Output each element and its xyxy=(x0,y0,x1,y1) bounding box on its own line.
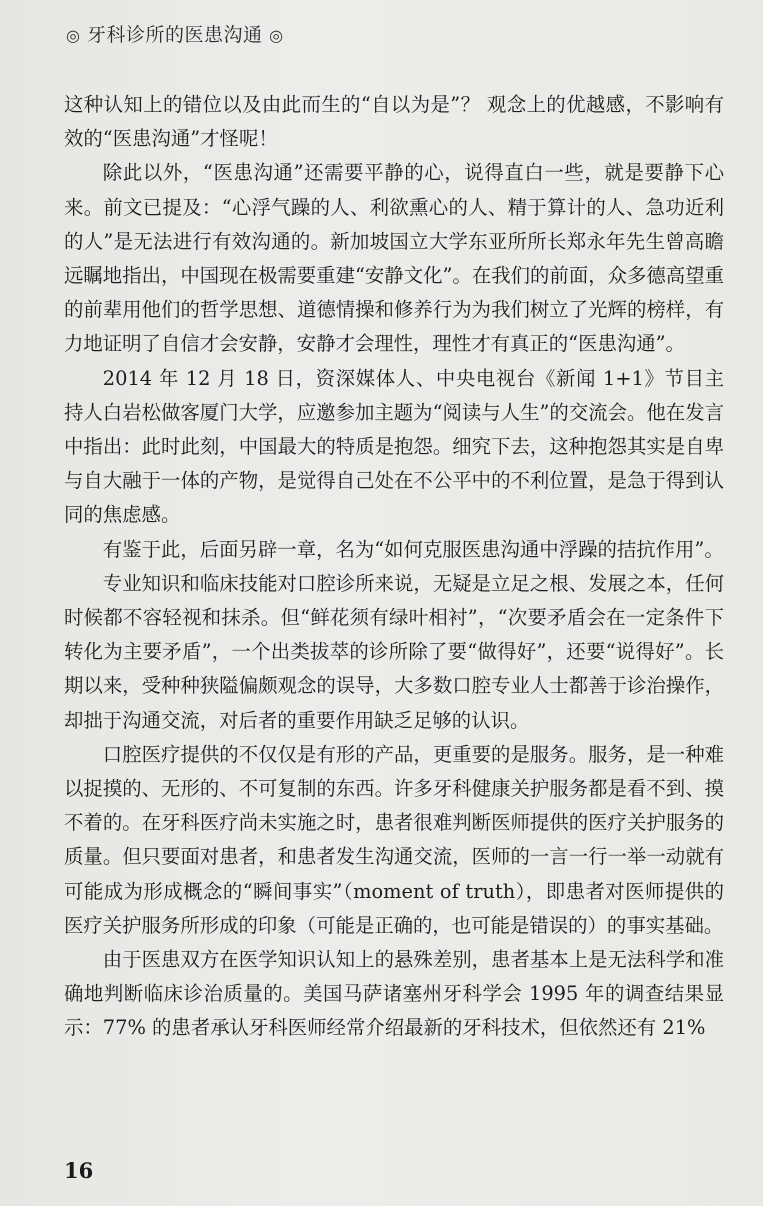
book-title: 牙科诊所的医患沟通 xyxy=(87,24,263,46)
paragraph: 由于医患双方在医学知识认知上的悬殊差别，患者基本上是无法科学和准确地判断临床诊治质量的。美国马萨诸塞州牙科学会 1995 年的调查结果显示：77% 的患者承认牙科医师经常介绍最新的牙科技术，但依然还有 21% xyxy=(64,948,724,1040)
ornament-icon-right: ◎ xyxy=(269,26,284,45)
paragraph: 这种认知上的错位以及由此而生的“自以为是”？ 观念上的优越感，不影响有效的“医患沟通”才怪呢！ xyxy=(64,93,724,151)
paragraph: 2014 年 12 月 18 日，资深媒体人、中央电视台《新闻 1+1》节目主持人白岩松做客厦门大学，应邀参加主题为“阅读与人生”的交流会。他在发言中指出：此时此刻，中国最大的特质是抱怨。细究下去，这种抱怨其实是自卑与自大融于一体的产物，是觉得自己处在不公平中的不利位置，是急于得到认同的焦虑感。 xyxy=(64,366,724,527)
paragraph: 有鉴于此，后面另辟一章，名为“如何克服医患沟通中浮躁的拮抗作用”。 xyxy=(102,537,724,561)
paragraph: 除此以外，“医患沟通”还需要平静的心，说得直白一些，就是要静下心来。前文已提及：“心浮气躁的人、利欲熏心的人、精于算计的人、急功近利的人”是无法进行有效沟通的。新加坡国立大学东亚所所长郑永年先生曾高瞻远瞩地指出，中国现在极需要重建“安静文化”。在我们的前面，众多德高望重的前辈用他们的哲学思想、道德情操和修养行为为我们树立了光辉的榜样，有力地证明了自信才会安静，安静才会理性，理性才有真正的“医患沟通”。 xyxy=(64,161,724,356)
running-header xyxy=(66,20,284,47)
page-number: 16 xyxy=(64,1158,94,1183)
body-text xyxy=(64,88,724,1046)
ornament-icon-left: ◎ xyxy=(66,26,81,45)
paragraph: 口腔医疗提供的不仅仅是有形的产品，更重要的是服务。服务，是一种难以捉摸的、无形的、不可复制的东西。许多牙科健康关护服务都是看不到、摸不着的。在牙科医疗尚未实施之时，患者很难判断医师提供的医疗关护服务的质量。但只要面对患者，和患者发生沟通交流，医师的一言一行一举一动就有可能成为形成概念的“瞬间事实”（moment of truth），即患者对医师提供的医疗关护服务所形成的印象（可能是正确的，也可能是错误的）的事实基础。 xyxy=(64,742,724,937)
paragraph: 专业知识和临床技能对口腔诊所来说，无疑是立足之根、发展之本，任何时候都不容轻视和抹杀。但“鲜花须有绿叶相衬”，“次要矛盾会在一定条件下转化为主要矛盾”，一个出类拔萃的诊所除了要“做得好”，还要“说得好”。长期以来，受种种狭隘偏颇观念的误导，大多数口腔专业人士都善于诊治操作，却拙于沟通交流，对后者的重要作用缺乏足够的认识。 xyxy=(64,571,724,732)
